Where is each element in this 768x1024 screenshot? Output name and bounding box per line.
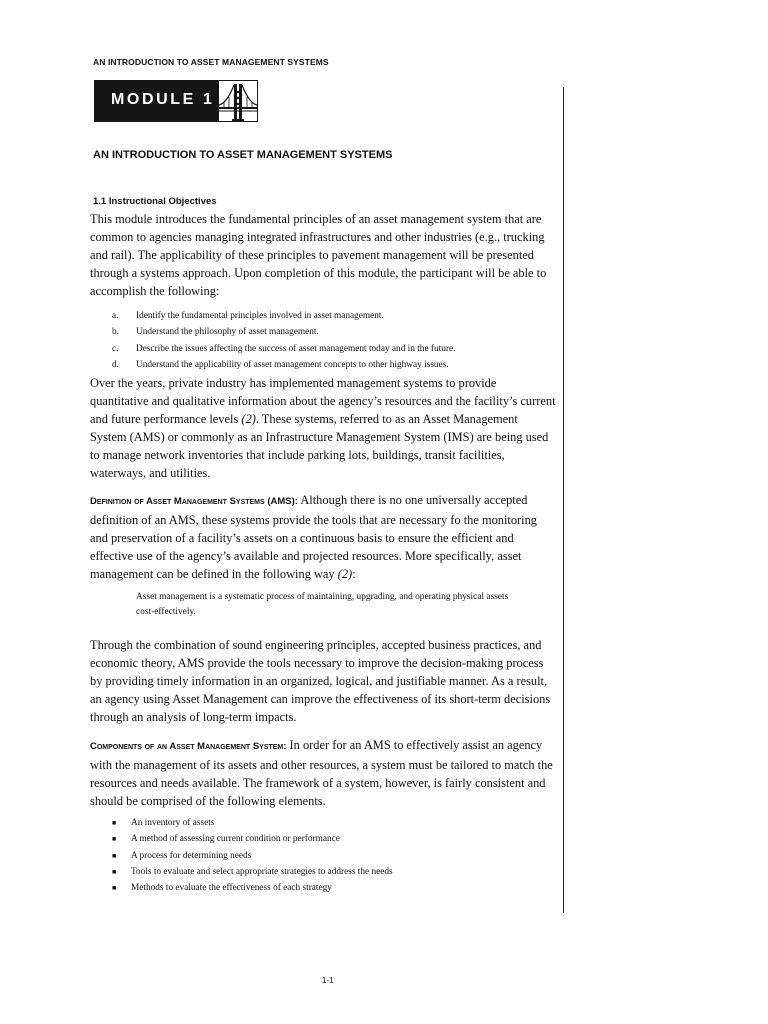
list-item — [112, 864, 393, 880]
list-item — [112, 357, 455, 373]
components-list — [112, 815, 393, 896]
bullet-icon: ■ — [112, 819, 117, 827]
list-item — [112, 341, 455, 357]
module-label: MODULE 1 — [111, 91, 215, 108]
combination-paragraph: Through the combination of sound engineering principles, accepted business practices, and economic theory, AMS provide the tools necessary to improve the decision-making process by providing timely information in an organized, logical, and justifiable manner. As a result, an agency using Asset Management can improve the effectiveness of its short-term decisions through an analysis of long-term impacts. — [90, 638, 551, 724]
list-item-text: Methods to evaluate the effectiveness of each strategy — [131, 883, 332, 894]
bullet-icon: ■ — [112, 867, 117, 876]
list-marker: d. — [112, 359, 119, 370]
list-item-text: Identify the fundamental principles involved in asset management. — [136, 311, 384, 321]
list-item-text: Describe the issues affecting the success of asset management today and in the future. — [136, 343, 456, 354]
list-item-text: Tools to evaluate and select appropriate strategies to address the needs — [131, 866, 393, 877]
list-marker: a. — [112, 311, 119, 321]
components-body: In order for an AMS to effectively assist an agency with the management of its assets and other resources, a system must be tailored to match the resources and needs available. The framework of a system, however, is fairly consistent and should be comprised of the following elements. — [90, 738, 553, 808]
list-item-text: Understand the philosophy of asset management. — [136, 327, 319, 338]
list-item — [112, 880, 393, 896]
components-lead: Components of an Asset Management System: — [90, 741, 287, 752]
module-banner — [94, 80, 258, 122]
bullet-icon: ■ — [112, 851, 117, 860]
components-paragraph — [90, 736, 556, 810]
citation: (2) — [337, 567, 353, 581]
citation: (2) — [241, 412, 256, 426]
list-marker: c. — [112, 343, 119, 354]
section-heading: 1.1 Instructional Objectives — [93, 196, 217, 207]
bullet-icon: ■ — [112, 884, 117, 893]
industry-text-before: Over the years, private industry has implemented management systems to provide quantitative and qualitative information about the agency’s resources and the facility’s current and future performance levels — [90, 376, 556, 426]
bullet-icon: ■ — [112, 835, 117, 844]
margin-rule — [563, 87, 564, 913]
industry-text-after: . These systems, referred to as an Asset Management System (AMS) or commonly as an Infrastructure Management System (IMS) are being used to manage network inventories that include parking lots, buildings, transit facilities, waterways, and utilities. — [90, 412, 549, 480]
definition-end: : — [352, 567, 356, 581]
objectives-list — [112, 308, 455, 373]
list-item-text: A process for determining needs — [131, 850, 252, 861]
list-item — [112, 308, 455, 324]
bridge-icon — [218, 81, 257, 121]
page-title: AN INTRODUCTION TO ASSET MANAGEMENT SYSTEMS — [93, 149, 393, 161]
list-item — [112, 815, 393, 831]
list-marker: b. — [112, 327, 119, 338]
bridge-icon-graphic — [219, 81, 257, 121]
page-number: 1-1 — [322, 976, 334, 985]
definition-body: Although there is no one universally accepted definition of an AMS, these systems provide the tools that are necessary fo the monitoring and preservation of a facility’s assets on a continuous basis to ensure the efficient and effective use of the agency’s available and projected resources. More specifically, asset management can be defined in the following way — [90, 493, 538, 581]
list-item — [112, 831, 393, 847]
list-item — [112, 324, 455, 340]
list-item-text: Understand the applicability of asset management concepts to other highway issues. — [136, 359, 449, 370]
definition-paragraph — [90, 491, 556, 583]
list-item-text: An inventory of assets — [131, 818, 215, 828]
intro-paragraph: This module introduces the fundamental principles of an asset management system that are common to agencies managing integrated infrastructures and other industries (e.g., trucking and rail). The applicability of these principles to pavement management will be presented through a systems approach. Upon completion of this module, the participant will be able to accomplish the following: — [90, 212, 547, 298]
running-header: AN INTRODUCTION TO ASSET MANAGEMENT SYSTEMS — [93, 57, 329, 67]
industry-paragraph — [90, 374, 556, 482]
definition-quote: Asset management is a systematic process of maintaining, upgrading, and operating physical assets cost-effectively. — [136, 592, 509, 617]
definition-lead: Definition of Asset Management Systems (AMS): — [90, 496, 298, 507]
list-item — [112, 848, 393, 864]
list-item-text: A method of assessing current condition or performance — [131, 834, 340, 845]
